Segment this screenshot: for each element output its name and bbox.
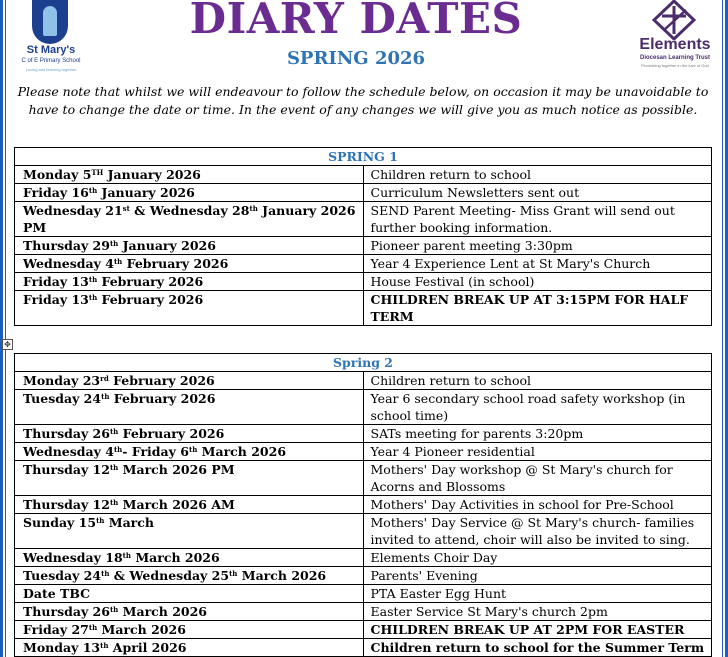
event-cell: Curriculum Newsletters sent out: [363, 184, 712, 202]
date-text: Monday 23: [23, 373, 101, 388]
date-text: Tuesday 24: [23, 568, 102, 583]
trust-logo: [634, 0, 716, 74]
date-ordinal: th: [109, 605, 119, 614]
event-cell: PTA Easter Egg Hunt: [363, 585, 712, 603]
date-ordinal: th: [113, 445, 123, 454]
date-text: Friday 27: [23, 622, 89, 637]
date-cell: [15, 461, 364, 496]
date-text: February 2026: [122, 256, 229, 271]
date-ordinal: th: [188, 445, 198, 454]
table-row: [15, 443, 712, 461]
date-text: Date TBC: [23, 586, 91, 601]
table-move-handle-icon[interactable]: ✥: [2, 339, 13, 350]
date-text: April 2026: [108, 640, 187, 655]
date-cell: [15, 255, 364, 273]
date-text: - Friday 6: [122, 444, 189, 459]
date-ordinal: TH: [91, 168, 104, 177]
table-row: [15, 184, 712, 202]
event-cell: Mothers' Day Activities in school for Pre-School: [363, 496, 712, 514]
date-text: February 2026: [118, 426, 225, 441]
school-logo-name: St Mary's: [26, 44, 76, 56]
date-text: March 2026 AM: [118, 497, 235, 512]
table-row: [15, 585, 712, 603]
date-cell: [15, 549, 364, 567]
date-ordinal: th: [88, 623, 98, 632]
date-cell: [15, 202, 364, 237]
spring2-table: [14, 353, 712, 657]
event-cell: Year 4 Pioneer residential: [363, 443, 712, 461]
date-text: & Wednesday 28: [129, 203, 250, 218]
date-text: Thursday 29: [23, 238, 110, 253]
date-ordinal: st: [122, 204, 130, 213]
table-row: [15, 273, 712, 291]
date-cell: [15, 425, 364, 443]
date-text: & Wednesday 25: [109, 568, 230, 583]
section-heading: SPRING 1: [15, 148, 712, 166]
date-ordinal: th: [249, 204, 258, 213]
event-cell: Pioneer parent meeting 3:30pm: [363, 237, 712, 255]
date-text: March 2026: [118, 604, 207, 619]
date-text: Friday 16: [23, 185, 89, 200]
trust-logo-tagline: Flourishing together in the love of God: [641, 63, 709, 68]
table-row: [15, 496, 712, 514]
date-text: Thursday 26: [23, 426, 110, 441]
section-heading-row: [15, 354, 712, 372]
date-text: Thursday 12: [23, 462, 110, 477]
table-row: [15, 372, 712, 390]
date-cell: [15, 639, 364, 657]
date-text: Sunday 15: [23, 515, 97, 530]
table-row: [15, 461, 712, 496]
page-border-left-inner: [5, 0, 6, 657]
event-cell: SATs meeting for parents 3:20pm: [363, 425, 712, 443]
table-row: [15, 237, 712, 255]
date-text: Tuesday 24: [23, 391, 102, 406]
date-ordinal: th: [88, 293, 98, 302]
date-ordinal: th: [113, 257, 123, 266]
date-ordinal: th: [100, 641, 109, 650]
page-title: DIARY DATES: [189, 0, 523, 43]
table-row: [15, 202, 712, 237]
date-ordinal: th: [109, 239, 119, 248]
date-text: Monday 5: [23, 167, 92, 182]
date-text: Wednesday 4: [23, 444, 114, 459]
table-row: [15, 255, 712, 273]
date-cell: [15, 585, 364, 603]
date-cell: [15, 567, 364, 585]
date-text: February 2026: [109, 391, 216, 406]
date-ordinal: th: [122, 551, 131, 560]
event-cell: Children return to school for the Summer Term: [363, 639, 712, 657]
table-row: [15, 549, 712, 567]
date-cell: [15, 443, 364, 461]
table-row: [15, 567, 712, 585]
table-row: [15, 603, 712, 621]
date-text: March 2026: [130, 550, 220, 565]
date-ordinal: th: [109, 463, 119, 472]
date-text: March 2026: [197, 444, 287, 459]
date-text: March 2026 PM: [118, 462, 235, 477]
table-row: [15, 425, 712, 443]
date-cell: [15, 273, 364, 291]
event-cell: Easter Service St Mary's church 2pm: [363, 603, 712, 621]
event-cell: Children return to school: [363, 166, 712, 184]
date-ordinal: th: [88, 275, 98, 284]
page-border-right-inner: [722, 0, 723, 657]
date-cell: [15, 496, 364, 514]
date-text: March 2026: [237, 568, 327, 583]
date-ordinal: th: [229, 569, 238, 578]
date-ordinal: th: [101, 569, 110, 578]
date-text: March 2026: [97, 622, 186, 637]
date-text: Friday 13: [23, 292, 89, 307]
event-cell: Mothers' Day workshop @ St Mary's church for Acorns and Blossoms: [363, 461, 712, 496]
date-ordinal: rd: [100, 374, 109, 383]
date-cell: [15, 166, 364, 184]
date-text: Wednesday 4: [23, 256, 114, 271]
event-cell: House Festival (in school): [363, 273, 712, 291]
date-cell: [15, 184, 364, 202]
date-ordinal: th: [109, 498, 119, 507]
page-subtitle: SPRING 2026: [286, 48, 426, 69]
table-row: [15, 166, 712, 184]
date-text: March: [104, 515, 154, 530]
trust-logo-name: Elements: [639, 36, 711, 53]
event-cell: CHILDREN BREAK UP AT 2PM FOR EASTER: [363, 621, 712, 639]
event-cell: SEND Parent Meeting- Miss Grant will send out further booking information.: [363, 202, 712, 237]
event-cell: Mothers' Day Service @ St Mary's church- families invited to attend, choir will also be invited to sing.: [363, 514, 712, 549]
event-cell: Year 4 Experience Lent at St Mary's Church: [363, 255, 712, 273]
elements-mark-icon: [652, 0, 696, 40]
date-text: January 2026: [118, 238, 216, 253]
date-text: Friday 13: [23, 274, 89, 289]
event-cell: Year 6 secondary school road safety workshop (in school time): [363, 390, 712, 425]
date-text: February 2026: [108, 373, 215, 388]
date-cell: [15, 291, 364, 326]
table-row: [15, 291, 712, 326]
notice-text: Please note that whilst we will endeavour to follow the schedule below, on occasion it may be unavoidable to have to change the date or time. In the event of any changes we will give you as much notice as possible.: [17, 84, 709, 117]
date-text: Wednesday 18: [23, 550, 123, 565]
date-text: January 2026: [103, 167, 201, 182]
date-ordinal: th: [96, 516, 105, 525]
date-ordinal: th: [101, 392, 110, 401]
table-row: [15, 390, 712, 425]
date-text: February 2026: [97, 292, 204, 307]
table-row: [15, 639, 712, 657]
spring1-table: [14, 147, 712, 326]
event-cell: CHILDREN BREAK UP AT 3:15PM FOR HALF TERM: [363, 291, 712, 326]
date-cell: [15, 514, 364, 549]
date-cell: [15, 390, 364, 425]
date-text: January 2026 PM: [23, 203, 356, 235]
date-text: Thursday 12: [23, 497, 110, 512]
date-cell: [15, 621, 364, 639]
date-cell: [15, 603, 364, 621]
date-text: Thursday 26: [23, 604, 110, 619]
school-logo-sub: C of E Primary School: [21, 58, 81, 64]
trust-logo-sub: Diocesan Learning Trust: [639, 55, 711, 61]
date-text: Monday 13: [23, 640, 101, 655]
section-heading-row: [15, 148, 712, 166]
table-row: [15, 621, 712, 639]
date-text: Wednesday 21: [23, 203, 123, 218]
date-text: February 2026: [97, 274, 204, 289]
date-text: January 2026: [97, 185, 195, 200]
table-row: [15, 514, 712, 549]
school-logo-motto: Loving and learning together: [25, 67, 77, 72]
section-heading: Spring 2: [15, 354, 712, 372]
date-cell: [15, 372, 364, 390]
page-border-left: [0, 0, 3, 657]
event-cell: Parents' Evening: [363, 567, 712, 585]
date-ordinal: th: [88, 186, 98, 195]
date-ordinal: th: [109, 427, 119, 436]
event-cell: Elements Choir Day: [363, 549, 712, 567]
date-cell: [15, 237, 364, 255]
event-cell: Children return to school: [363, 372, 712, 390]
